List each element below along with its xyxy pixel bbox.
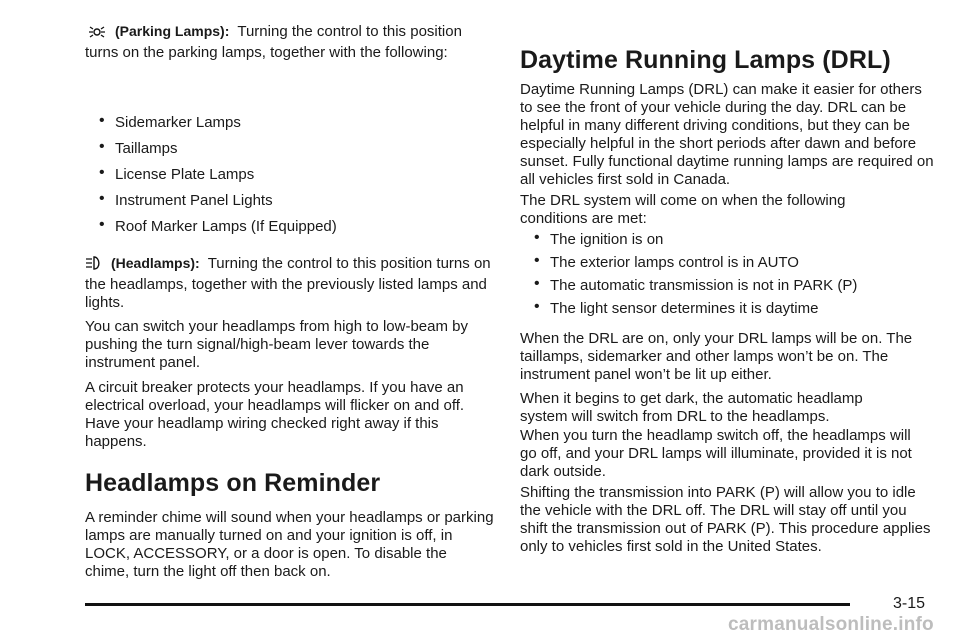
- reminder-heading: Headlamps on Reminder: [85, 469, 381, 497]
- list-item: • The automatic transmission is not in PARK (P): [520, 277, 935, 295]
- list-item: • The ignition is on: [520, 231, 935, 249]
- drl-conditions-list: [520, 231, 935, 318]
- parking-lamps-heading: (Parking Lamps):: [115, 23, 230, 39]
- list-item: • License Plate Lamps: [85, 166, 495, 184]
- reminder-paragraph: A reminder chime will sound when your headlamps or parking lamps are manually turned on and your ignition is off, in LOCK, ACCESSORY, or a door is open. To disable the chime, turn the light off then back on.: [85, 509, 494, 580]
- drl-on-paragraph: When the DRL are on, only your DRL lamps will be on. The taillamps, sidemarker and other lamps won’t be on. The instrument panel won’t be lit up either.: [520, 330, 913, 383]
- list-item: • Instrument Panel Lights: [85, 192, 495, 210]
- drl-dark-paragraph: When it begins to get dark, the automatic headlamp system will switch from DRL to the headlamps.: [520, 390, 863, 425]
- list-item: • Sidemarker Lamps: [85, 114, 495, 132]
- headlamps-heading: (Headlamps):: [111, 255, 200, 271]
- circuit-breaker-paragraph: A circuit breaker protects your headlamps. If you have an electrical overload, your headlamps will flicker on and off. Have your headlamp wiring checked right away if this happens.: [85, 379, 465, 450]
- drl-heading: Daytime Running Lamps (DRL): [520, 46, 891, 74]
- headlamps-icon: [85, 255, 105, 276]
- footer-rule: [85, 603, 850, 606]
- parking-lamps-list: [85, 114, 495, 236]
- page-number: 3-15: [893, 595, 926, 612]
- drl-park-paragraph: Shifting the transmission into PARK (P) will allow you to idle the vehicle with the DRL off. The DRL will stay off until you shift the transmission out of PARK (P). This procedure applies only to vehicles first sold in the United States.: [520, 484, 931, 555]
- parking-lamps-text: Turning the control to this position turns on the parking lamps, together with the following:: [85, 23, 462, 61]
- drl-conditions-intro: The DRL system will come on when the following conditions are met:: [520, 192, 846, 227]
- headlamps-paragraph: [85, 254, 495, 312]
- drl-off-paragraph: When you turn the headlamp switch off, the headlamps will go off, and your DRL lamps will illuminate, provided it is not dark outside.: [520, 427, 912, 480]
- list-item: • Taillamps: [85, 140, 495, 158]
- list-item: • The light sensor determines it is daytime: [520, 300, 935, 318]
- headlamps-text: Turning the control to this position turns on the headlamps, together with the previously listed lamps and lights.: [85, 255, 491, 311]
- list-item: • Roof Marker Lamps (If Equipped): [85, 218, 495, 236]
- list-item: • The exterior lamps control is in AUTO: [520, 254, 935, 272]
- parking-lamps-icon: [85, 25, 109, 44]
- drl-intro-paragraph: Daytime Running Lamps (DRL) can make it easier for others to see the front of your vehicle during the day. DRL can be helpful in many different driving conditions, but they can be especially helpful in the short periods after dawn and before sunset. Fully functional daytime running lamps are required on all vehicles first sold in Canada.: [520, 81, 934, 188]
- parking-lamps-paragraph: [85, 22, 495, 62]
- switch-paragraph: You can switch your headlamps from high to low-beam by pushing the turn signal/high-beam lever towards the instrument panel.: [85, 318, 468, 371]
- watermark: carmanualsonline.info: [728, 614, 934, 635]
